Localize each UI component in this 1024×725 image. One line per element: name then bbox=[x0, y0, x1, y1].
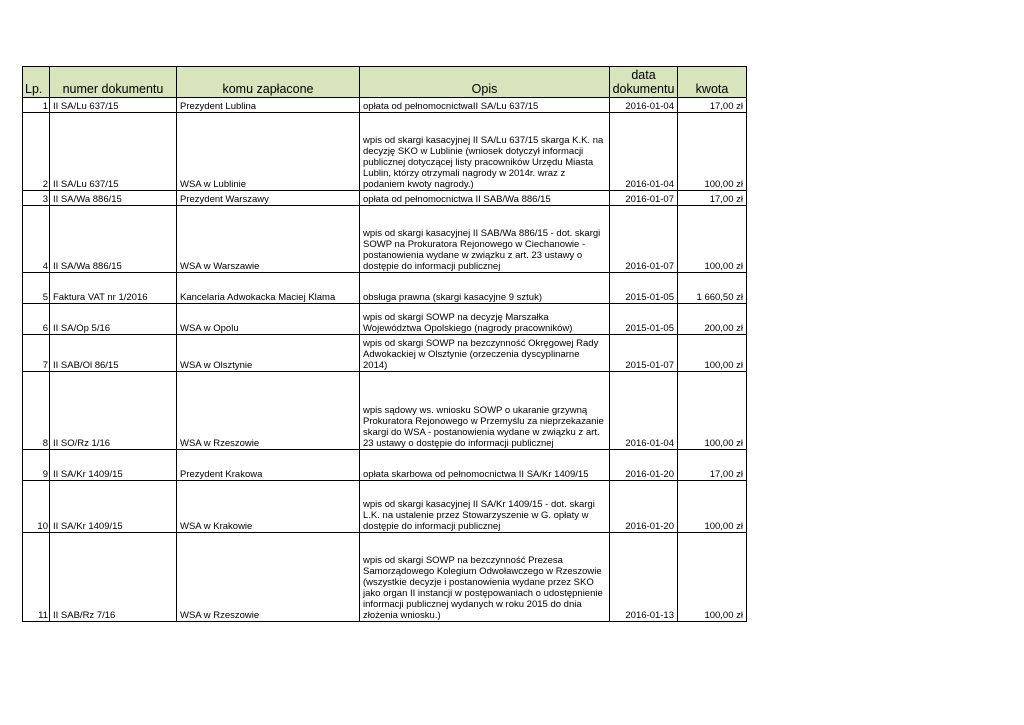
cell-lp: 11 bbox=[23, 533, 50, 622]
header-data bbox=[610, 67, 678, 98]
cell-data: 2016-01-04 bbox=[610, 98, 678, 113]
table-row bbox=[23, 206, 747, 273]
cell-data: 2016-01-04 bbox=[610, 113, 678, 191]
cell-komu: WSA w Warszawie bbox=[177, 206, 360, 273]
cell-opis: wpis od skargi kasacyjnej II SA/Lu 637/15 skarga K.K. na decyzję SKO w Lublinie (wniosek dotyczył informacji publicznej dotyczącej listy pracowników Urzędu Miasta Lublin, którzy otrzymali nagrody w 2014r. wraz z podaniem kwoty nagrody.) bbox=[360, 113, 610, 191]
cell-kwota: 100,00 zł bbox=[678, 481, 747, 533]
cell-numer: II SA/Kr 1409/15 bbox=[50, 450, 177, 481]
cell-komu: WSA w Lublinie bbox=[177, 113, 360, 191]
table-row bbox=[23, 113, 747, 191]
cell-opis: wpis od skargi SOWP na bezczynność Prezesa Samorządowego Kolegium Odwoławczego w Rzeszowie (wszystkie decyzje i postanowienia wydane przez SKO jako organ II instancji w postępowaniach o udostępnienie informacji publicznej wydanych w roku 2015 do dnia złożenia wniosku.) bbox=[360, 533, 610, 622]
cell-kwota: 100,00 zł bbox=[678, 335, 747, 372]
cell-opis: wpis od skargi kasacyjnej II SA/Kr 1409/15 - dot. skargi L.K. na ustalenie przez Stowarzyszenie w G. opłaty w dostępie do informacji publicznej bbox=[360, 481, 610, 533]
cell-opis: wpis od skargi SOWP na bezczynność Okręgowej Rady Adwokackiej w Olsztynie (orzeczenia dyscyplinarne 2014) bbox=[360, 335, 610, 372]
cell-opis: opłata od pełnomocnictwaII SA/Lu 637/15 bbox=[360, 98, 610, 113]
table-row bbox=[23, 481, 747, 533]
cell-data: 2016-01-07 bbox=[610, 191, 678, 206]
cell-kwota: 17,00 zł bbox=[678, 98, 747, 113]
cell-lp: 4 bbox=[23, 206, 50, 273]
table-row bbox=[23, 533, 747, 622]
cell-data: 2016-01-07 bbox=[610, 206, 678, 273]
cell-lp: 6 bbox=[23, 304, 50, 335]
cell-numer: II SAB/Ol 86/15 bbox=[50, 335, 177, 372]
header-numer: numer dokumentu bbox=[50, 67, 177, 98]
cell-lp: 9 bbox=[23, 450, 50, 481]
cell-lp: 3 bbox=[23, 191, 50, 206]
cell-komu: WSA w Rzeszowie bbox=[177, 533, 360, 622]
cell-kwota: 17,00 zł bbox=[678, 450, 747, 481]
cell-lp: 7 bbox=[23, 335, 50, 372]
table-row bbox=[23, 372, 747, 450]
cell-komu: Prezydent Lublina bbox=[177, 98, 360, 113]
cell-opis: wpis od skargi kasacyjnej II SAB/Wa 886/15 - dot. skargi SOWP na Prokuratora Rejonowego w Ciechanowie - postanowienia wydane w związku z art. 23 ustawy o dostępie do informacji publicznej bbox=[360, 206, 610, 273]
table-row bbox=[23, 335, 747, 372]
cell-data: 2015-01-07 bbox=[610, 335, 678, 372]
cell-opis: opłata od pełnomocnictwa II SAB/Wa 886/15 bbox=[360, 191, 610, 206]
cell-numer: II SO/Rz 1/16 bbox=[50, 372, 177, 450]
cell-komu: WSA w Olsztynie bbox=[177, 335, 360, 372]
cell-komu: WSA w Opolu bbox=[177, 304, 360, 335]
cell-lp: 2 bbox=[23, 113, 50, 191]
payments-table bbox=[22, 66, 747, 622]
cell-kwota: 100,00 zł bbox=[678, 372, 747, 450]
cell-kwota: 100,00 zł bbox=[678, 533, 747, 622]
cell-numer: II SA/Wa 886/15 bbox=[50, 206, 177, 273]
table-row bbox=[23, 273, 747, 304]
cell-lp: 8 bbox=[23, 372, 50, 450]
cell-komu: Prezydent Warszawy bbox=[177, 191, 360, 206]
cell-numer: II SA/Op 5/16 bbox=[50, 304, 177, 335]
header-kwota: kwota bbox=[678, 67, 747, 98]
cell-komu: Kancelaria Adwokacka Maciej Klama bbox=[177, 273, 360, 304]
cell-komu: Prezydent Krakowa bbox=[177, 450, 360, 481]
table-row bbox=[23, 450, 747, 481]
table-row bbox=[23, 304, 747, 335]
cell-data: 2016-01-04 bbox=[610, 372, 678, 450]
cell-numer: II SA/Wa 886/15 bbox=[50, 191, 177, 206]
cell-opis: wpis od skargi SOWP na decyzję Marszałka Województwa Opolskiego (nagrody pracowników) bbox=[360, 304, 610, 335]
cell-kwota: 17,00 zł bbox=[678, 191, 747, 206]
header-data-line1: data bbox=[631, 68, 656, 82]
cell-numer: II SA/Lu 637/15 bbox=[50, 98, 177, 113]
cell-kwota: 200,00 zł bbox=[678, 304, 747, 335]
cell-lp: 5 bbox=[23, 273, 50, 304]
header-lp: Lp. bbox=[23, 67, 50, 98]
cell-opis: wpis sądowy ws. wniosku SOWP o ukaranie grzywną Prokuratora Rejonowego w Przemyślu za nieprzekazanie skargi do WSA - postanowienia wydane w związku z art. 23 ustawy o dostępie do informacji publicznej bbox=[360, 372, 610, 450]
cell-komu: WSA w Krakowie bbox=[177, 481, 360, 533]
cell-numer: II SA/Lu 637/15 bbox=[50, 113, 177, 191]
table-row bbox=[23, 98, 747, 113]
header-data-line2: dokumentu bbox=[612, 82, 675, 96]
cell-data: 2016-01-13 bbox=[610, 533, 678, 622]
cell-kwota: 100,00 zł bbox=[678, 113, 747, 191]
header-row bbox=[23, 67, 747, 98]
cell-data: 2016-01-20 bbox=[610, 481, 678, 533]
cell-komu: WSA w Rzeszowie bbox=[177, 372, 360, 450]
header-opis: Opis bbox=[360, 67, 610, 98]
table-row bbox=[23, 191, 747, 206]
header-komu: komu zapłacone bbox=[177, 67, 360, 98]
cell-opis: obsługa prawna (skargi kasacyjne 9 sztuk) bbox=[360, 273, 610, 304]
cell-lp: 10 bbox=[23, 481, 50, 533]
cell-data: 2015-01-05 bbox=[610, 273, 678, 304]
cell-numer: II SA/Kr 1409/15 bbox=[50, 481, 177, 533]
cell-data: 2016-01-20 bbox=[610, 450, 678, 481]
cell-opis: opłata skarbowa od pełnomocnictwa II SA/Kr 1409/15 bbox=[360, 450, 610, 481]
cell-numer: II SAB/Rz 7/16 bbox=[50, 533, 177, 622]
cell-numer: Faktura VAT nr 1/2016 bbox=[50, 273, 177, 304]
cell-kwota: 100,00 zł bbox=[678, 206, 747, 273]
cell-data: 2015-01-05 bbox=[610, 304, 678, 335]
cell-kwota: 1 660,50 zł bbox=[678, 273, 747, 304]
cell-lp: 1 bbox=[23, 98, 50, 113]
